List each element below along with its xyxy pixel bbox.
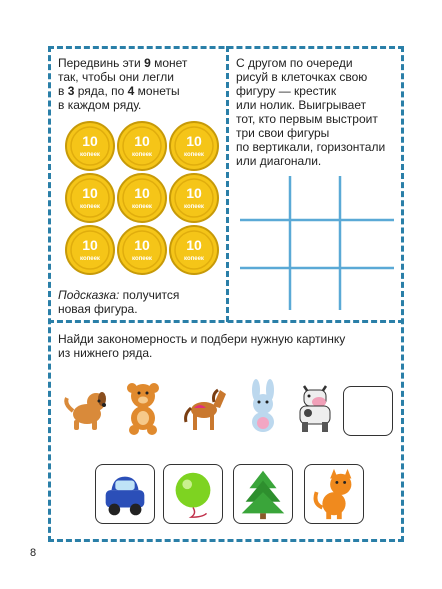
coin-icon[interactable] <box>66 122 114 170</box>
coin-value: 10 <box>82 237 98 253</box>
coin-icon[interactable] <box>66 174 114 222</box>
bear-icon <box>118 380 168 436</box>
dog-icon <box>62 384 112 434</box>
t1-text: так, чтобы они легли <box>58 70 174 84</box>
t1-num: 4 <box>127 84 135 98</box>
cat-icon <box>305 465 363 523</box>
task2-line: или нолик. Выигрывает <box>236 98 367 112</box>
task2-line: рисуй в клеточках свою <box>236 70 368 84</box>
coin-value: 10 <box>134 185 150 201</box>
task2-line: или диагонали. <box>236 154 322 168</box>
hint-text: получится <box>119 288 180 302</box>
coin-word: копеек <box>132 152 152 158</box>
task2-line: С другом по очереди <box>236 56 353 70</box>
option-fir-tree[interactable] <box>233 464 293 524</box>
coin-word: копеек <box>184 256 204 262</box>
divider-horizontal <box>48 320 404 323</box>
answer-empty-box[interactable] <box>343 386 393 436</box>
task3-text <box>58 332 398 360</box>
hint-label: Подсказка: <box>58 288 120 302</box>
t1-num: 9 <box>144 56 151 70</box>
divider-vertical <box>226 46 229 322</box>
car-icon <box>96 465 154 523</box>
coin-word: копеек <box>184 152 204 158</box>
coin-word: копеек <box>80 152 100 158</box>
cow-icon <box>292 380 338 436</box>
option-car[interactable] <box>95 464 155 524</box>
task2-line: по вертикали, горизонтали <box>236 140 386 154</box>
coin-icon[interactable] <box>170 226 218 274</box>
coin-value: 10 <box>134 237 150 253</box>
coin-value: 10 <box>186 237 202 253</box>
fir-tree-icon <box>234 465 292 523</box>
coin-icon[interactable] <box>66 226 114 274</box>
hint-text: новая фигура. <box>58 302 138 316</box>
task2-line: три свои фигуры <box>236 126 330 140</box>
option-balloon[interactable] <box>163 464 223 524</box>
coin-icon[interactable] <box>118 174 166 222</box>
t1-text: в <box>58 84 68 98</box>
t1-num: 3 <box>67 84 75 98</box>
task2-line: тот, кто первым выстроит <box>236 112 378 126</box>
horse-icon <box>180 380 230 436</box>
t1-text: монет <box>150 56 188 70</box>
coin-icon[interactable] <box>118 226 166 274</box>
t1-text: монеты <box>134 84 180 98</box>
coin-word: копеек <box>132 256 152 262</box>
coin-word: копеек <box>132 204 152 210</box>
coin-icon[interactable] <box>170 174 218 222</box>
coin-word: копеек <box>80 204 100 210</box>
tic-tac-toe-grid[interactable] <box>240 176 394 310</box>
coin-value: 10 <box>186 185 202 201</box>
t1-text: Передвинь эти <box>58 56 145 70</box>
t1-text: ряда, по <box>74 84 128 98</box>
task3-line: из нижнего ряда. <box>58 346 153 360</box>
coin-value: 10 <box>82 133 98 149</box>
t1-text: в каждом ряду. <box>58 98 142 112</box>
coin-icon[interactable] <box>170 122 218 170</box>
task2-text <box>236 56 400 168</box>
coin-value: 10 <box>134 133 150 149</box>
balloon-icon <box>164 465 222 523</box>
task3-line: Найди закономерность и подбери нужную картинку <box>58 332 346 346</box>
task1-hint <box>58 288 224 316</box>
coin-value: 10 <box>82 185 98 201</box>
coins-grid <box>64 120 220 276</box>
coin-word: копеек <box>184 204 204 210</box>
page-number: 8 <box>30 547 37 559</box>
option-cat[interactable] <box>304 464 364 524</box>
bunny-icon <box>240 378 286 436</box>
task1-text <box>58 56 224 112</box>
task2-line: фигуру — крестик <box>236 84 337 98</box>
coin-icon[interactable] <box>118 122 166 170</box>
coin-value: 10 <box>186 133 202 149</box>
coin-word: копеек <box>80 256 100 262</box>
